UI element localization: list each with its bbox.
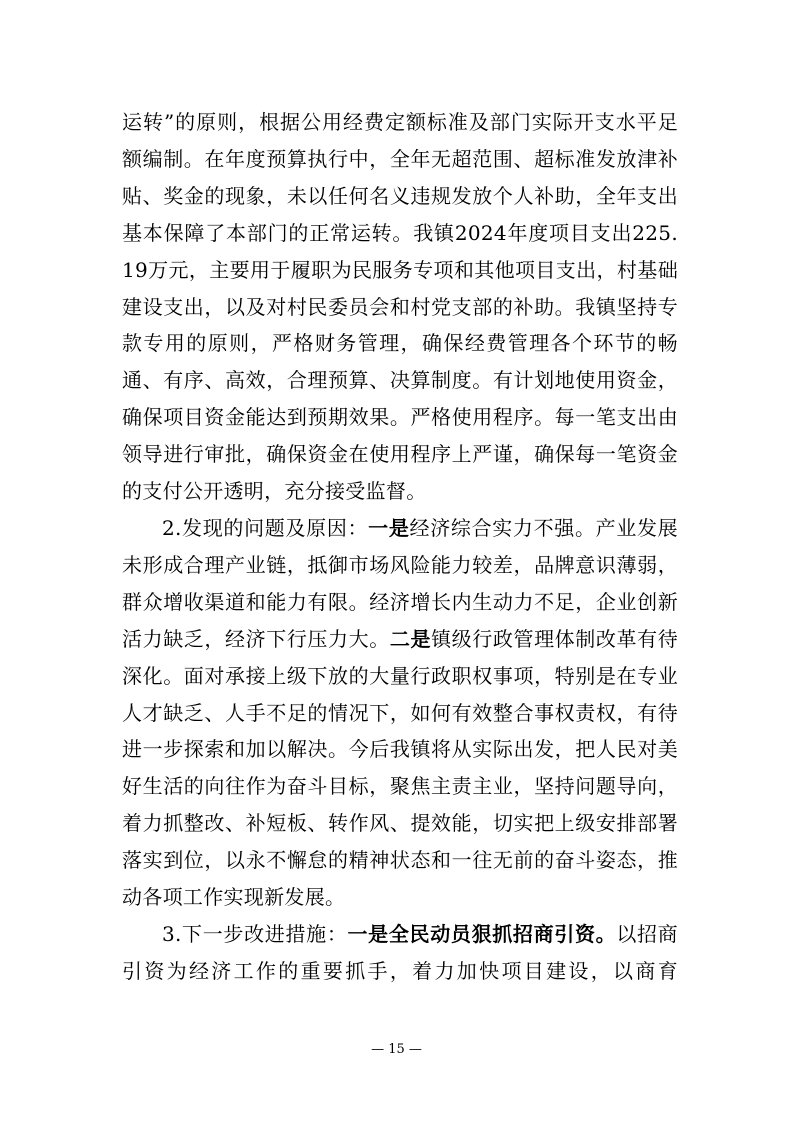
page-number: — 15 — — [371, 1042, 422, 1057]
emphasis-first: 一是 — [368, 515, 410, 540]
section-heading-problems: 2.发现的问题及原因： — [162, 515, 369, 540]
paragraph-text: 运转”的原则，根据公用经费定额标准及部门实际开支水平足额编制。在年度预算执行中，全年无超范围、超标准发放津补贴、奖金的现象，未以任何名义违规发放个人补助，全年支出基本保障了本部门的正常运转。我镇2024年度项目支出225.19万元，主要用于履职为民服务专项和其他项目支出，村基础建设支出，以及对村民委员会和村党支部的补助。我镇坚持专款专用的原则，严格财务管理，确保经费管理各个环节的畅通、有序、高效，合理预算、决算制度。有计划地使用资金，确保项目资金能达到预期效果。严格使用程序。每一笔支出由领导进行审批，确保资金在使用程序上严谨，确保每一笔资金的支付公开透明，充分接受监督。 — [122, 110, 678, 504]
emphasis-second: 二是 — [389, 626, 432, 651]
document-body — [122, 104, 678, 990]
paragraph-budget-execution — [122, 104, 678, 510]
paragraph-text: 经济综合实力不强。产业发展未形成合理产业链，抵御市场风险能力较差，品牌意识薄弱，群众增收渠道和能力有限。经济增长内生动力不足，企业创新活力缺乏，经济下行压力大。 — [122, 515, 678, 651]
paragraph-text: 镇级行政管理体制改革有待深化。面对承接上级下放的大量行政职权事项，特别是在专业人才缺乏、人手不足的情况下，如何有效整合事权责权，有待进一步探索和加以解决。今后我镇将从实际出发，把人民对美好生活的向往作为奋斗目标，聚焦主责主业，坚持问题导向，着力抓整改、补短板、转作风、提效能，切实把上级安排部署落实到位，以永不懈怠的精神状态和一往无前的奋斗姿态，推动各项工作实现新发展。 — [122, 626, 678, 910]
section-heading-improvements: 3.下一步改进措施： — [162, 921, 348, 946]
paragraph-improvements — [122, 916, 678, 990]
paragraph-text: 以招商引资为经济工作的重要抓手，着力加快项目建设，以商育 — [122, 921, 678, 983]
emphasis-measure-one: 一是全民动员狠抓招商引资。 — [347, 921, 617, 946]
paragraph-problems — [122, 510, 678, 916]
